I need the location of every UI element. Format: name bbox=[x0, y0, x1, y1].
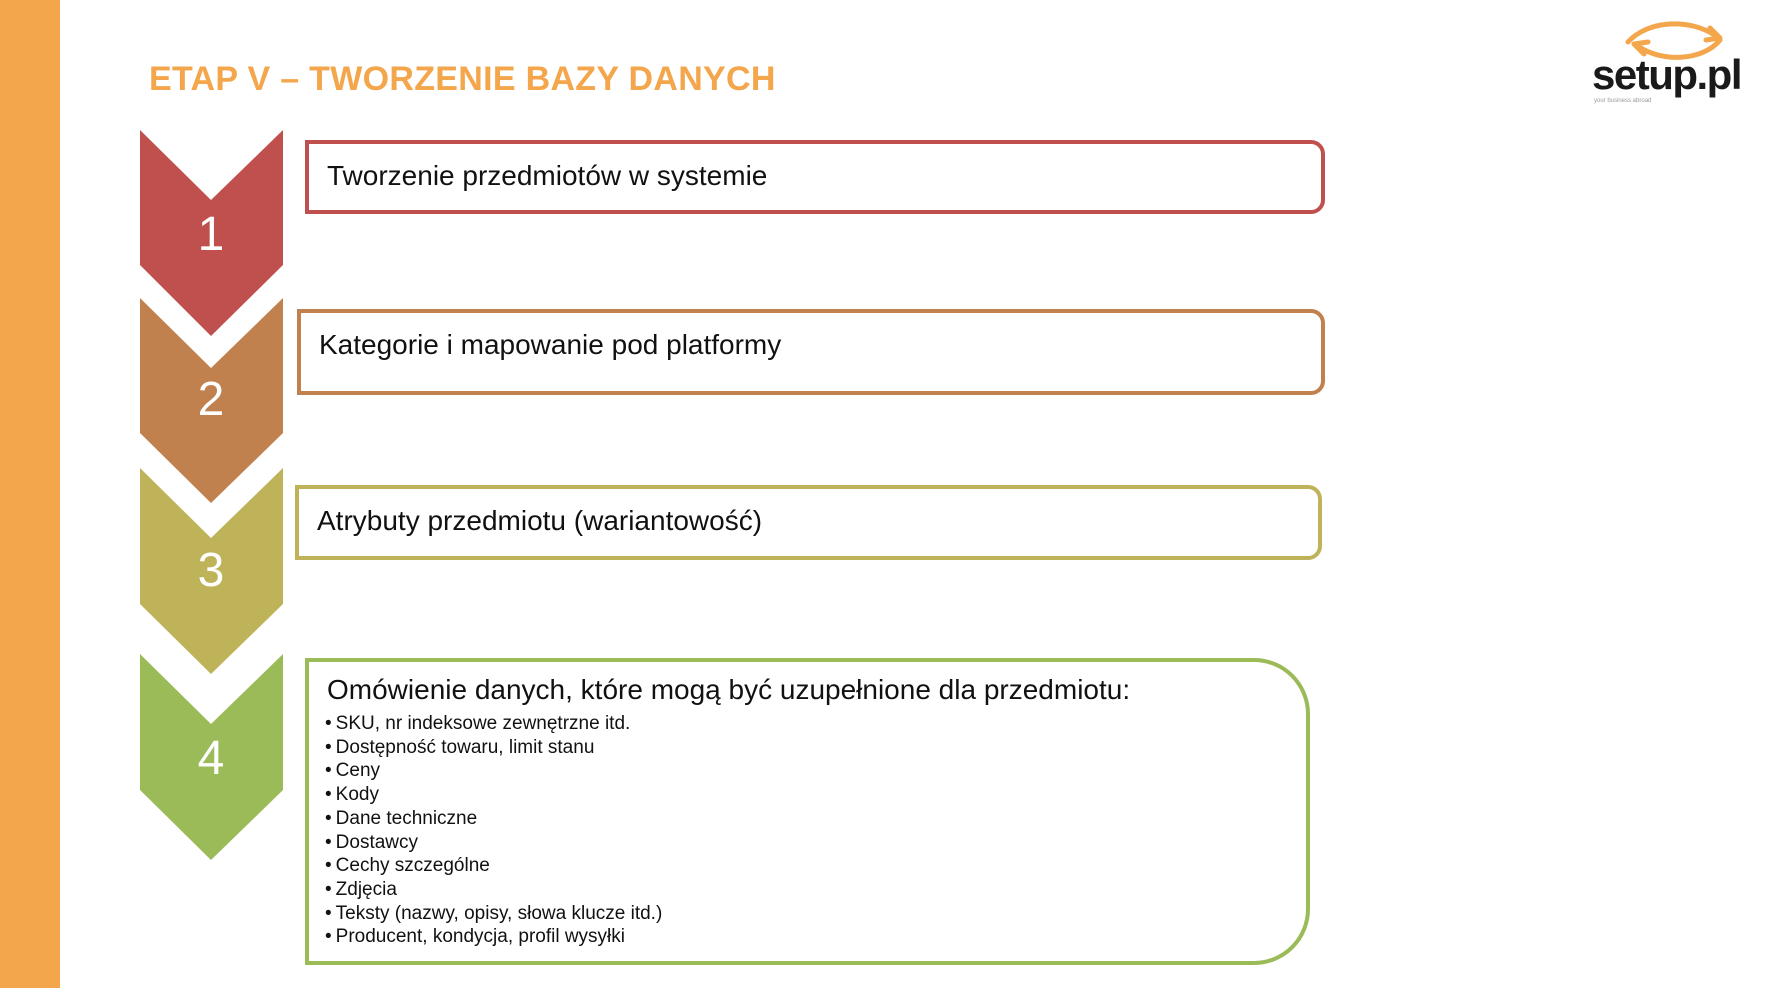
step-label-2: Kategorie i mapowanie pod platformy bbox=[319, 329, 782, 360]
list-item: • Dostępność towaru, limit stanu bbox=[325, 736, 662, 760]
step-box-2 bbox=[297, 309, 1325, 395]
step-4-detail-list bbox=[325, 712, 662, 949]
chevron-number-1: 1 bbox=[197, 208, 225, 261]
list-item: • Dane techniczne bbox=[325, 807, 662, 831]
step-box-1 bbox=[305, 140, 1325, 214]
list-item: • SKU, nr indeksowe zewnętrzne itd. bbox=[325, 712, 662, 736]
step-chevrons bbox=[0, 0, 320, 988]
chevron-step-4 bbox=[140, 654, 283, 860]
list-item: • Zdjęcia bbox=[325, 878, 662, 902]
step-box-3 bbox=[295, 485, 1322, 560]
logo-tagline: your business abroad bbox=[1594, 98, 1652, 104]
slide-title: ETAP V – TWORZENIE BAZY DANYCH bbox=[149, 60, 776, 98]
chevron-number-4: 4 bbox=[197, 732, 225, 785]
list-item: • Teksty (nazwy, opisy, słowa klucze itd.) bbox=[325, 902, 662, 926]
logo-text: setup.pl bbox=[1592, 51, 1742, 98]
chevron-step-1 bbox=[140, 130, 283, 336]
list-item: • Cechy szczególne bbox=[325, 854, 662, 878]
list-item: • Dostawcy bbox=[325, 831, 662, 855]
chevron-number-3: 3 bbox=[197, 544, 225, 597]
list-item: • Kody bbox=[325, 783, 662, 807]
step-label-4: Omówienie danych, które mogą być uzupełnione dla przedmiotu: bbox=[327, 674, 1131, 705]
step-label-1: Tworzenie przedmiotów w systemie bbox=[327, 160, 768, 191]
list-item: • Ceny bbox=[325, 759, 662, 783]
list-item: • Producent, kondycja, profil wysyłki bbox=[325, 925, 662, 949]
step-box-4 bbox=[305, 658, 1310, 965]
setup-logo bbox=[1580, 18, 1755, 104]
chevron-number-2: 2 bbox=[197, 373, 225, 426]
step-label-3: Atrybuty przedmiotu (wariantowość) bbox=[317, 505, 763, 536]
